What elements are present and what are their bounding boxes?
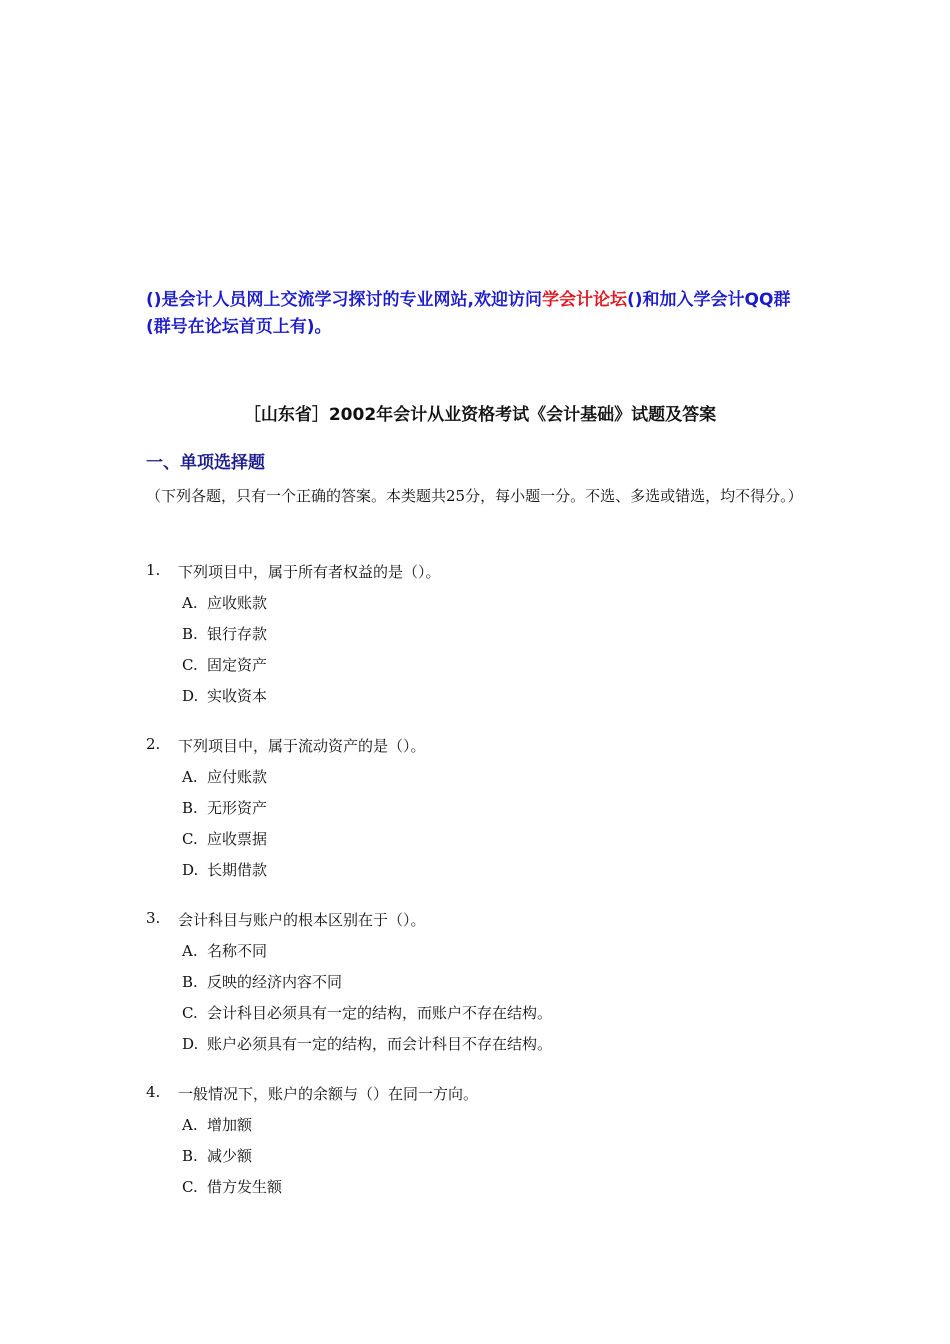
option-letter: C. — [182, 830, 198, 848]
option-letter: B. — [182, 973, 198, 991]
question-number: 4. — [146, 1083, 161, 1101]
option-letter: C. — [182, 1004, 198, 1022]
question-text: 下列项目中，属于所有者权益的是（）。 — [178, 563, 441, 581]
option-letter: B. — [182, 799, 198, 817]
option-letter: C. — [182, 656, 198, 674]
question-text: 一般情况下，账户的余额与（）在同一方向。 — [178, 1085, 479, 1103]
question-4-option-a — [182, 1114, 252, 1135]
forum-link[interactable]: 学会计论坛 — [542, 290, 627, 310]
question-3-option-b — [182, 971, 342, 992]
option-text: 会计科目必须具有一定的结构，而账户不存在结构。 — [207, 1004, 553, 1022]
question-3-option-a — [182, 940, 267, 961]
question-2-option-a — [182, 766, 267, 787]
option-text: 名称不同 — [207, 942, 268, 960]
question-1-option-a — [182, 592, 267, 613]
option-letter: A. — [182, 768, 198, 786]
question-1-option-d — [182, 685, 267, 706]
section-instructions: （下列各题，只有一个正确的答案。本类题共25分，每小题一分。不选、多选或错选，均不得分。） — [146, 487, 803, 505]
question-4-option-b — [182, 1145, 252, 1166]
option-text: 固定资产 — [207, 656, 268, 674]
site-notice — [146, 287, 814, 341]
option-letter: C. — [182, 1178, 198, 1196]
question-4-option-c — [182, 1176, 282, 1197]
option-letter: B. — [182, 1147, 198, 1165]
option-letter: B. — [182, 625, 198, 643]
question-3-option-d — [182, 1033, 552, 1054]
option-text: 无形资产 — [207, 799, 268, 817]
option-letter: A. — [182, 942, 198, 960]
option-text: 长期借款 — [207, 861, 268, 879]
section-heading: 一、单项选择题 — [146, 453, 265, 473]
question-3-option-c — [182, 1002, 552, 1023]
option-text: 实收资本 — [207, 687, 268, 705]
option-letter: D. — [182, 687, 199, 705]
notice-text-start: ()是会计人员网上交流学习探讨的专业网站,欢迎访问 — [146, 290, 542, 310]
question-number: 2. — [146, 735, 161, 753]
option-text: 银行存款 — [207, 625, 268, 643]
option-text: 反映的经济内容不同 — [207, 973, 343, 991]
option-text: 应收票据 — [207, 830, 268, 848]
question-text: 会计科目与账户的根本区别在于（）。 — [178, 911, 426, 929]
option-text: 应付账款 — [207, 768, 268, 786]
question-text: 下列项目中，属于流动资产的是（）。 — [178, 737, 426, 755]
question-2-option-b — [182, 797, 267, 818]
question-number: 3. — [146, 909, 161, 927]
option-text: 减少额 — [207, 1147, 253, 1165]
document-title: ［山东省］2002年会计从业资格考试《会计基础》试题及答案 — [243, 405, 717, 425]
option-letter: D. — [182, 1035, 199, 1053]
option-text: 账户必须具有一定的结构，而会计科目不存在结构。 — [207, 1035, 553, 1053]
question-2-option-d — [182, 859, 267, 880]
option-letter: A. — [182, 594, 198, 612]
option-text: 借方发生额 — [207, 1178, 283, 1196]
question-1-option-c — [182, 654, 267, 675]
question-2-option-c — [182, 828, 267, 849]
option-letter: D. — [182, 861, 199, 879]
question-1-option-b — [182, 623, 267, 644]
notice-text-end: ()和加入学会计QQ群(群号在论坛首页上有)。 — [146, 290, 791, 337]
question-number: 1. — [146, 561, 161, 579]
option-text: 应收账款 — [207, 594, 268, 612]
option-text: 增加额 — [207, 1116, 253, 1134]
option-letter: A. — [182, 1116, 198, 1134]
